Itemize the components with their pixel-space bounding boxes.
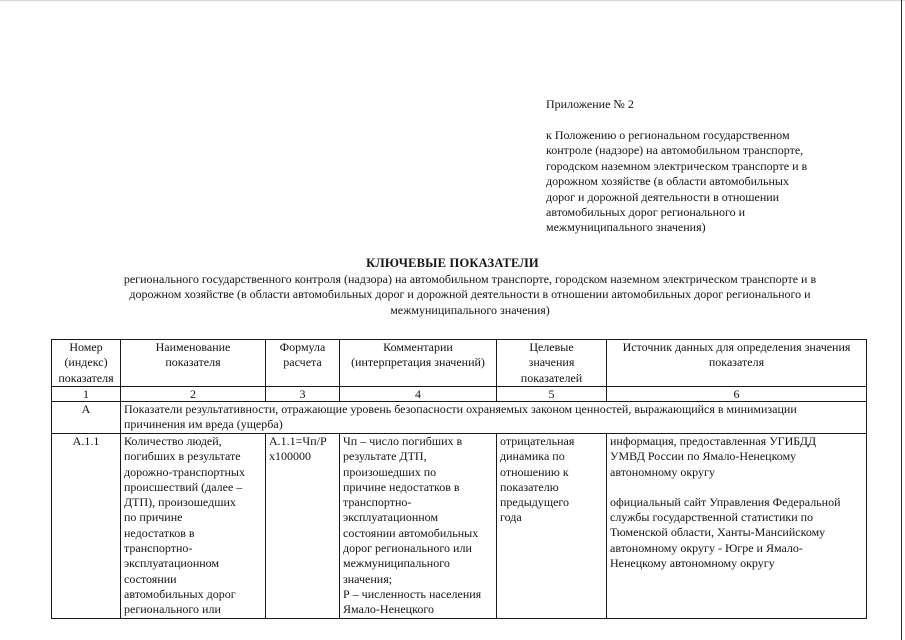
row-comments: Чп – число погибших в результате ДТП, произошедших по причине недостатков в транспортно- эксплуатационном состоянии автомобильных дорог регионального или межмуниципального значения; Р – численность населения Ямало-Ненецкого (340, 434, 497, 619)
column-number: 3 (266, 387, 340, 402)
row-target: отрицательная динамика по отношению к показателю предыдущего года (497, 434, 607, 619)
header-index: Номер (индекс) показателя (52, 340, 121, 387)
table-header-row (52, 340, 867, 387)
section-row (52, 402, 867, 434)
row-index: А.1.1 (52, 434, 121, 619)
row-formula: А.1.1=Чп/Р х100000 (266, 434, 340, 619)
column-number: 5 (497, 387, 607, 402)
document-subtitle: регионального государственного контроля (надзора) на автомобильном транспорте, городском наземном электрическом транспорте и в дорожном хозяйстве (в области автомобильных дорог и дорожной деятельности в отношении автомобильных дорог регионального и межмуниципального значения) (123, 272, 817, 317)
column-number: 6 (607, 387, 867, 402)
column-number: 4 (340, 387, 497, 402)
row-source: информация, предоставленная УГИБДД УМВД России по Ямало-Ненецкому автономному округу официальный сайт Управления Федеральной службы государственной статистики по Тюменской области, Ханты-Мансийскому автономному округу - Югре и Ямало- Ненецкому автономному округу (607, 434, 867, 619)
header-comments: Комментарии (интерпретация значений) (340, 340, 497, 387)
header-name: Наименование показателя (121, 340, 266, 387)
row-name: Количество людей, погибших в результате дорожно-транспортных происшествий (далее – ДТП), произошедших по причине недостатков в транспортно- эксплуатационном состоянии автомобильных дорог регионального или (121, 434, 266, 619)
table-row (52, 434, 867, 619)
scan-top-edge (0, 0, 905, 2)
section-index: А (52, 402, 121, 434)
indicators-table (51, 339, 867, 619)
appendix-label: Приложение № 2 (546, 97, 634, 111)
header-target: Целевые значения показателей (497, 340, 607, 387)
column-number: 1 (52, 387, 121, 402)
scan-right-edge (901, 0, 902, 640)
header-formula: Формула расчета (266, 340, 340, 387)
header-source: Источник данных для определения значения показателя (607, 340, 867, 387)
column-number-row (52, 387, 867, 402)
section-title: Показатели результативности, отражающие уровень безопасности охраняемых законом ценностей, выражающийся в минимизации причинения им вреда (ущерба) (121, 402, 867, 434)
appendix-reference: к Положению о региональном государственном контроле (надзоре) на автомобильном транспорте, городском наземном электрическом транспорте и в дорожном хозяйстве (в области автомобильных дорог и дорожной деятельности в отношении автомобильных дорог регионального и межмуниципального значения) (546, 128, 808, 235)
document-title: КЛЮЧЕВЫЕ ПОКАЗАТЕЛИ (366, 256, 539, 270)
column-number: 2 (121, 387, 266, 402)
